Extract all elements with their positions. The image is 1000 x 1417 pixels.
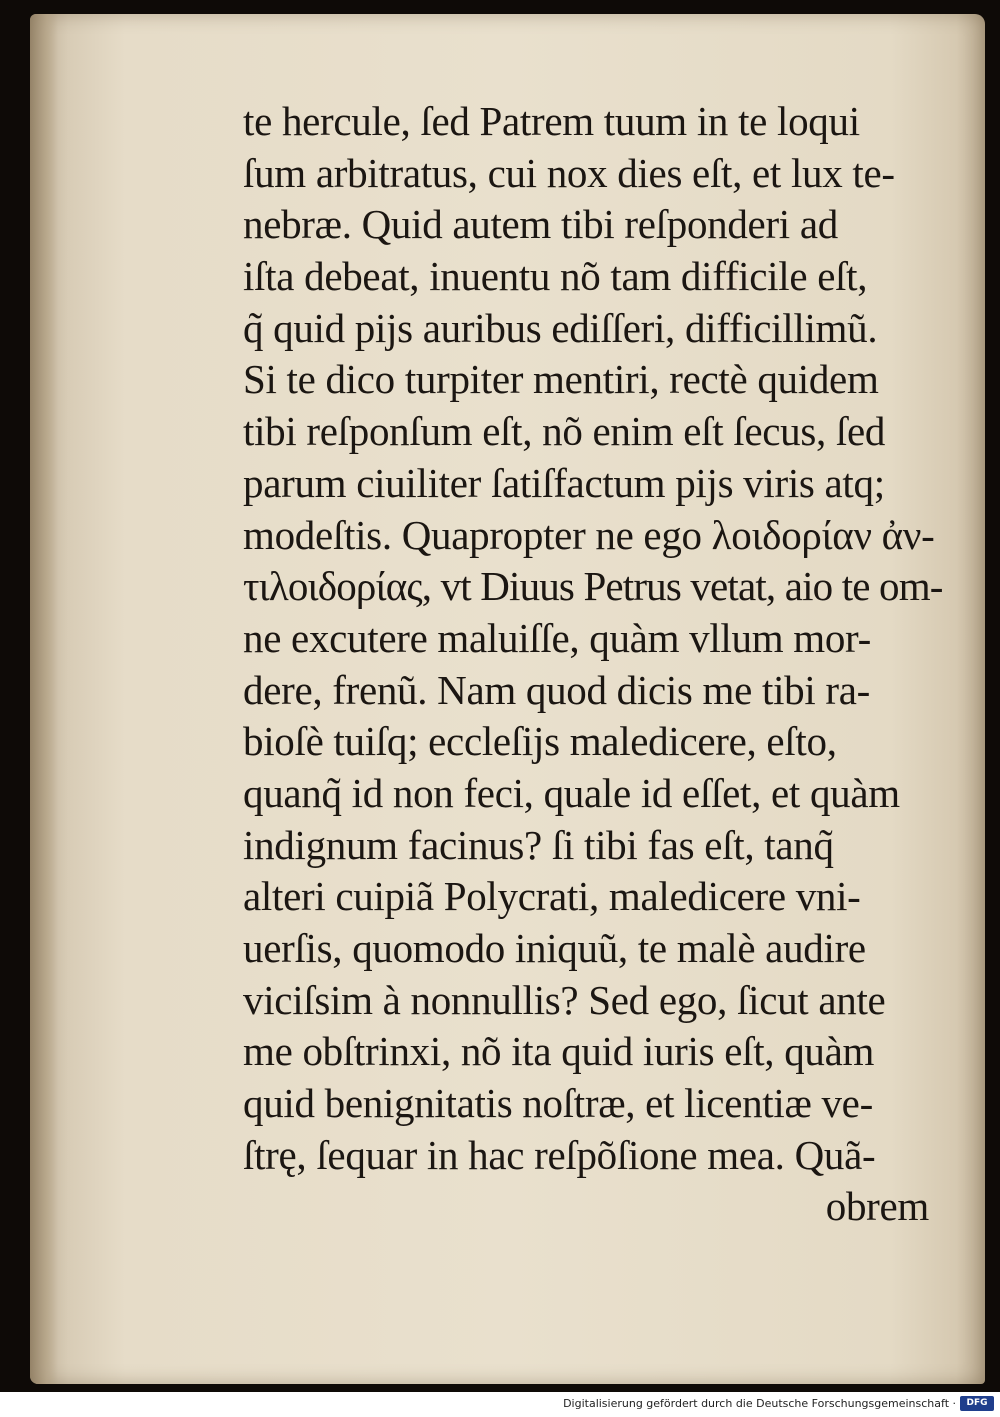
page-text [243, 96, 943, 1233]
text-line: Si te dico turpiter mentiri, rectè quidem [243, 356, 879, 403]
footer-bar [0, 1392, 1000, 1417]
text-line: modeſtis. Quapropter ne ego λοιδορίαν ἀν- [243, 511, 935, 558]
dfg-logo-icon[interactable]: DFG [960, 1396, 994, 1411]
text-line: alteri cuipiã Polycrati, maledicere vni- [243, 873, 861, 920]
text-line: uerſis, quomodo iniquũ, te malè audire [243, 925, 866, 971]
text-line: parum ciuiliter ſatiſfactum pijs viris atq; [243, 459, 885, 506]
text-line: q̃ quid pijs auribus ediſſeri, difficillimũ. [243, 304, 878, 351]
text-line: tibi reſponſum eſt, nõ enim eſt ſecus, ſed [243, 408, 886, 455]
text-line: iſta debeat, inuentu nõ tam difficile eſt, [243, 253, 868, 300]
text-line: quanq̃ id non feci, quale id eſſet, et quàm [243, 769, 900, 816]
text-line: dere, frenũ. Nam quod dicis me tibi ra- [243, 666, 871, 713]
text-line: ſtrę, ſequar in hac reſpõſione mea. Quã- [243, 1131, 876, 1178]
text-line: τιλοιδορίας, vt Diuus Petrus vetat, aio te om- [243, 563, 943, 610]
text-line: bioſè tuiſq; eccleſijs maledicere, eſto, [243, 718, 837, 765]
page-gutter-shadow [30, 14, 58, 1384]
text-line: viciſsim à nonnullis? Sed ego, ſicut ante [243, 976, 886, 1023]
text-line: quid benignitatis noſtræ, et licentiæ ve- [243, 1080, 873, 1127]
catchword: obrem [825, 1183, 929, 1230]
text-line: me obſtrinxi, nõ ita quid iuris eſt, quàm [243, 1028, 875, 1075]
text-line: ſum arbitratus, cui nox dies eſt, et lux te- [243, 149, 895, 196]
text-line: ne excutere maluiſſe, quàm vllum mor- [243, 614, 871, 661]
text-line: te hercule, ſed Patrem tuum in te loqui [243, 98, 860, 144]
footer-credit: Digitalisierung gefördert durch die Deutsche Forschungsgemeinschaft · [563, 1397, 956, 1410]
text-line: indignum facinus? ſi tibi fas eſt, tanq̃ [243, 821, 834, 868]
text-line: nebræ. Quid autem tibi reſponderi ad [243, 201, 838, 248]
